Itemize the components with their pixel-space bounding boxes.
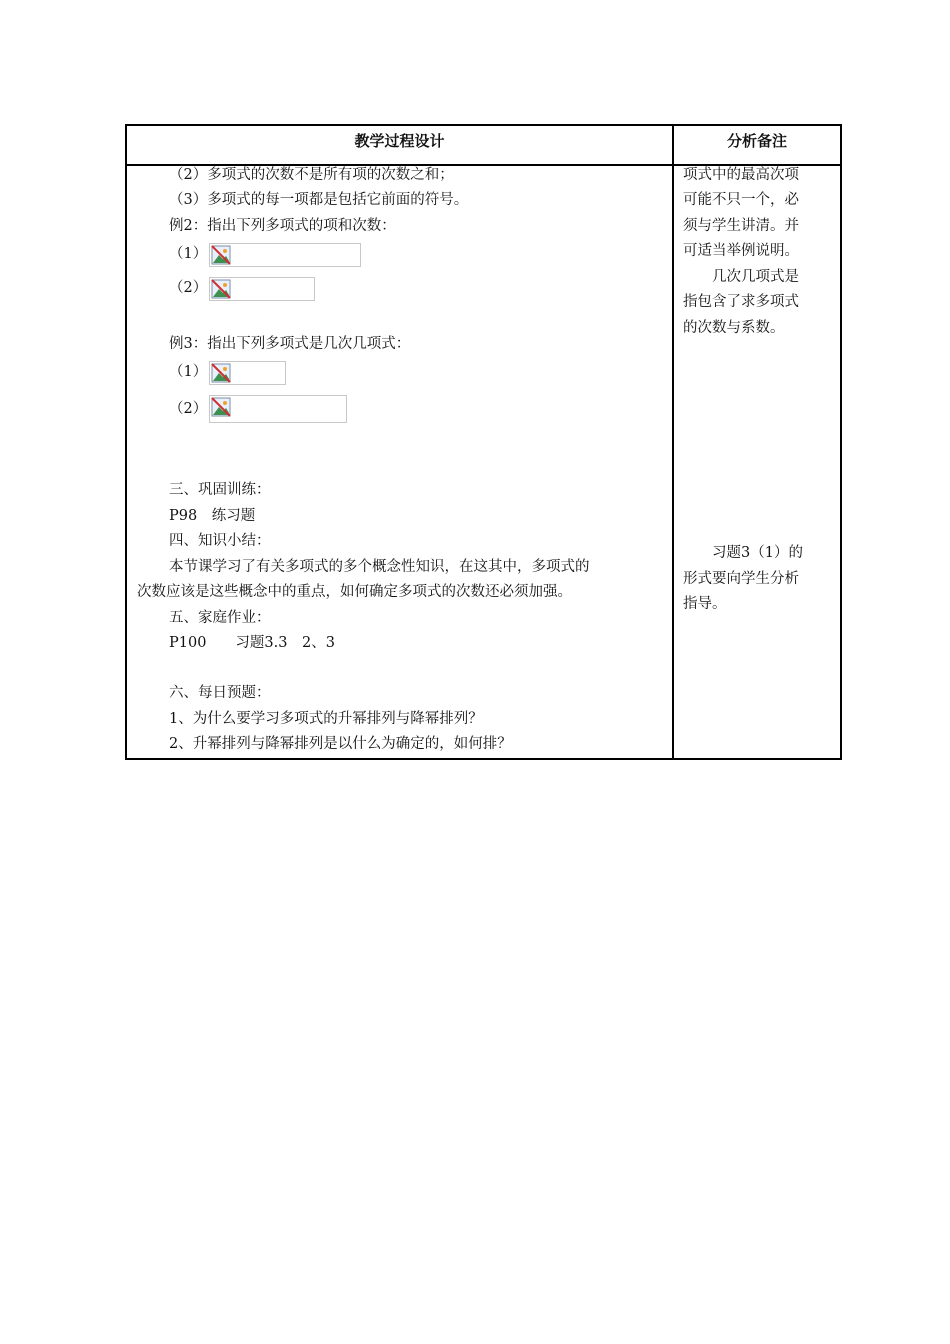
summary-line-1: 本节课学习了有关多项式的多个概念性知识，在这其中，多项式的	[169, 559, 590, 575]
section-3-exercise: P98 练习题	[169, 508, 256, 524]
side-note-line: 可适当举例说明。	[683, 243, 799, 259]
side-note-line: 的次数与系数。	[683, 320, 785, 336]
header-analysis-notes	[673, 125, 841, 165]
side-note-line: 形式要向学生分析	[683, 571, 799, 587]
summary-line-2: 次数应该是这些概念中的重点，如何确定多项式的次数还必须加强。	[137, 584, 572, 600]
section-3-heading: 三、巩固训练：	[169, 482, 271, 498]
table-header-row	[126, 125, 841, 165]
header-analysis-notes-label: 分析备注	[726, 132, 787, 150]
broken-image-icon	[211, 363, 231, 383]
lesson-plan-table	[125, 124, 842, 760]
preview-question-2: 2、升幂排列与降幂排列是以什么为确定的，如何排？	[169, 736, 512, 752]
side-note-line: 指导。	[683, 596, 727, 612]
analysis-notes-cell	[673, 165, 841, 759]
side-note-line: 可能不只一个，必	[683, 192, 799, 208]
broken-image-icon	[211, 245, 231, 265]
section-5-heading: 五、家庭作业：	[169, 610, 271, 626]
example-3-item-1-label: （1）	[169, 364, 208, 380]
formula-image	[209, 277, 315, 301]
side-note-line: 习题3（1）的	[683, 545, 803, 561]
homework-line: P100 习题3.3 2、3	[169, 635, 335, 651]
example-3-heading: 例3：指出下列多项式是几次几项式：	[169, 336, 411, 352]
side-note-line: 指包含了求多项式	[683, 294, 799, 310]
example-2-item-1-label: （1）	[169, 246, 208, 262]
section-4-heading: 四、知识小结：	[169, 533, 271, 549]
table-body-row	[126, 165, 841, 759]
header-teaching-process-label: 教学过程设计	[354, 132, 445, 150]
example-2-item-2-label: （2）	[169, 280, 208, 296]
section-6-heading: 六、每日预题：	[169, 685, 271, 701]
side-note-line: 项式中的最高次项	[683, 167, 799, 183]
formula-image	[209, 243, 361, 267]
side-note-line: 几次几项式是	[683, 269, 799, 285]
example-3-item-2	[169, 395, 347, 423]
formula-image	[209, 395, 347, 423]
example-2-item-2	[169, 276, 315, 301]
teaching-process-cell	[126, 165, 673, 759]
side-note-line: 须与学生讲清。并	[683, 218, 799, 234]
preview-question-1: 1、为什么要学习多项式的升幂排列与降幂排列？	[169, 711, 483, 727]
broken-image-icon	[211, 279, 231, 299]
example-2-heading: 例2：指出下列多项式的项和次数：	[169, 218, 396, 234]
example-3-item-1	[169, 360, 286, 385]
example-2-item-1	[169, 242, 361, 267]
example-3-item-2-label: （2）	[169, 400, 208, 417]
header-teaching-process	[126, 125, 673, 165]
broken-image-icon	[211, 397, 231, 417]
note-line-3: （3）多项式的每一项都是包括它前面的符号。	[169, 192, 469, 208]
formula-image	[209, 361, 286, 385]
note-line-2: （2）多项式的次数不是所有项的次数之和；	[169, 167, 454, 183]
